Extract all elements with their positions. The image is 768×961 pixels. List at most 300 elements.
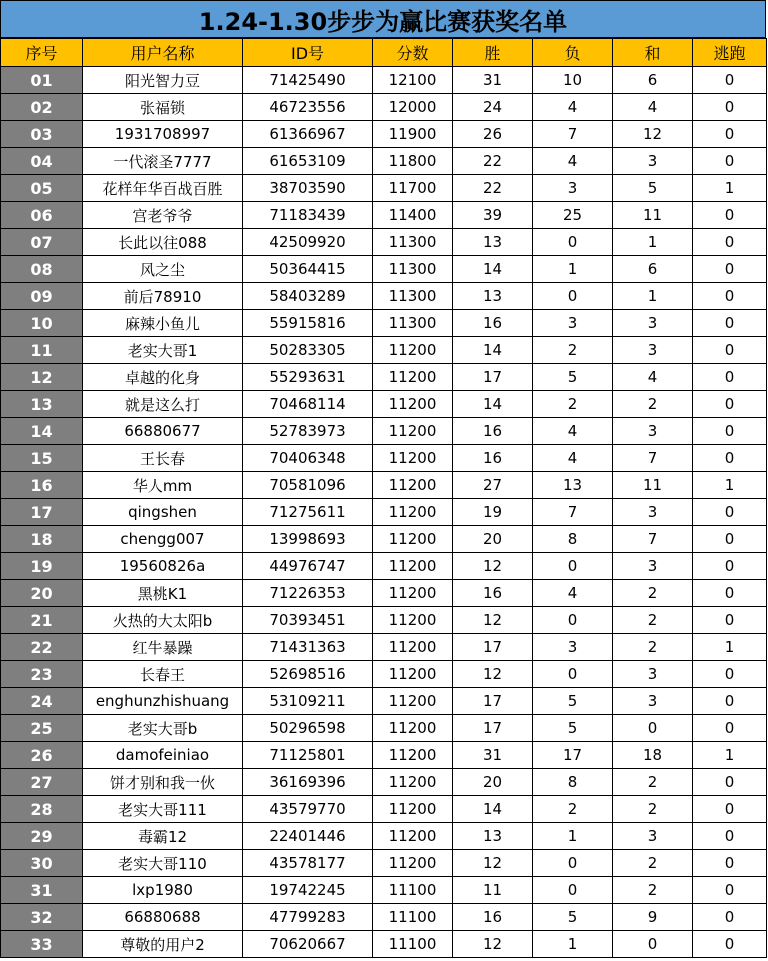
table-row: [1, 607, 767, 634]
table-row: [1, 175, 767, 202]
cell-losses: 2: [533, 391, 613, 418]
cell-wins: 14: [453, 256, 533, 283]
cell-id: 47799283: [243, 904, 373, 931]
cell-wins: 11: [453, 877, 533, 904]
cell-wins: 20: [453, 769, 533, 796]
header-escapes: 逃跑: [693, 39, 767, 67]
cell-losses: 7: [533, 121, 613, 148]
table-row: [1, 715, 767, 742]
cell-losses: 8: [533, 526, 613, 553]
cell-username: qingshen: [83, 499, 243, 526]
table-row: [1, 769, 767, 796]
cell-losses: 0: [533, 607, 613, 634]
cell-losses: 13: [533, 472, 613, 499]
cell-wins: 17: [453, 634, 533, 661]
cell-losses: 0: [533, 877, 613, 904]
cell-draws: 12: [613, 121, 693, 148]
cell-wins: 24: [453, 94, 533, 121]
cell-username: 华人mm: [83, 472, 243, 499]
cell-index: 10: [1, 310, 83, 337]
cell-id: 58403289: [243, 283, 373, 310]
table-row: [1, 391, 767, 418]
cell-index: 05: [1, 175, 83, 202]
header-row: [1, 39, 767, 67]
cell-escapes: 0: [693, 769, 767, 796]
cell-wins: 16: [453, 904, 533, 931]
cell-score: 11700: [373, 175, 453, 202]
cell-wins: 12: [453, 931, 533, 958]
cell-losses: 4: [533, 94, 613, 121]
cell-index: 19: [1, 553, 83, 580]
cell-wins: 20: [453, 526, 533, 553]
table-row: [1, 661, 767, 688]
cell-wins: 13: [453, 229, 533, 256]
cell-username: 卓越的化身: [83, 364, 243, 391]
cell-draws: 5: [613, 175, 693, 202]
cell-index: 30: [1, 850, 83, 877]
table-row: [1, 823, 767, 850]
cell-id: 43579770: [243, 796, 373, 823]
table-row: [1, 634, 767, 661]
table-row: [1, 580, 767, 607]
table-row: [1, 94, 767, 121]
cell-id: 61366967: [243, 121, 373, 148]
cell-wins: 31: [453, 67, 533, 94]
cell-score: 11300: [373, 229, 453, 256]
cell-username: 1931708997: [83, 121, 243, 148]
cell-escapes: 0: [693, 445, 767, 472]
cell-wins: 31: [453, 742, 533, 769]
cell-losses: 10: [533, 67, 613, 94]
cell-id: 71431363: [243, 634, 373, 661]
cell-wins: 14: [453, 391, 533, 418]
cell-escapes: 1: [693, 634, 767, 661]
cell-score: 11200: [373, 553, 453, 580]
cell-score: 11200: [373, 418, 453, 445]
cell-wins: 12: [453, 850, 533, 877]
cell-draws: 7: [613, 526, 693, 553]
cell-draws: 6: [613, 256, 693, 283]
cell-username: 风之尘: [83, 256, 243, 283]
cell-wins: 27: [453, 472, 533, 499]
cell-index: 27: [1, 769, 83, 796]
cell-escapes: 1: [693, 742, 767, 769]
header-username: 用户名称: [83, 39, 243, 67]
cell-escapes: 0: [693, 229, 767, 256]
table-row: [1, 418, 767, 445]
cell-index: 31: [1, 877, 83, 904]
cell-wins: 12: [453, 607, 533, 634]
cell-score: 11200: [373, 499, 453, 526]
results-table: [0, 38, 767, 958]
cell-id: 71183439: [243, 202, 373, 229]
table-row: [1, 850, 767, 877]
cell-escapes: 0: [693, 499, 767, 526]
cell-losses: 0: [533, 283, 613, 310]
cell-escapes: 0: [693, 607, 767, 634]
cell-escapes: 0: [693, 94, 767, 121]
cell-escapes: 1: [693, 472, 767, 499]
cell-escapes: 0: [693, 904, 767, 931]
cell-losses: 7: [533, 499, 613, 526]
cell-score: 11200: [373, 823, 453, 850]
cell-index: 28: [1, 796, 83, 823]
cell-username: 王长春: [83, 445, 243, 472]
cell-draws: 3: [613, 418, 693, 445]
cell-index: 23: [1, 661, 83, 688]
cell-score: 11100: [373, 931, 453, 958]
cell-id: 19742245: [243, 877, 373, 904]
cell-wins: 19: [453, 499, 533, 526]
table-row: [1, 229, 767, 256]
cell-escapes: 0: [693, 661, 767, 688]
cell-escapes: 0: [693, 796, 767, 823]
cell-draws: 2: [613, 850, 693, 877]
cell-index: 22: [1, 634, 83, 661]
cell-score: 11200: [373, 526, 453, 553]
cell-score: 11200: [373, 445, 453, 472]
cell-draws: 4: [613, 364, 693, 391]
cell-username: lxp1980: [83, 877, 243, 904]
cell-id: 50296598: [243, 715, 373, 742]
cell-score: 11800: [373, 148, 453, 175]
cell-wins: 22: [453, 148, 533, 175]
cell-score: 11900: [373, 121, 453, 148]
cell-wins: 16: [453, 418, 533, 445]
cell-score: 11200: [373, 742, 453, 769]
cell-username: 19560826a: [83, 553, 243, 580]
cell-wins: 17: [453, 715, 533, 742]
cell-draws: 3: [613, 310, 693, 337]
cell-escapes: 0: [693, 202, 767, 229]
cell-losses: 5: [533, 904, 613, 931]
cell-escapes: 0: [693, 580, 767, 607]
cell-id: 46723556: [243, 94, 373, 121]
cell-losses: 8: [533, 769, 613, 796]
cell-id: 50283305: [243, 337, 373, 364]
cell-draws: 1: [613, 283, 693, 310]
cell-losses: 0: [533, 553, 613, 580]
cell-index: 26: [1, 742, 83, 769]
cell-id: 43578177: [243, 850, 373, 877]
header-losses: 负: [533, 39, 613, 67]
cell-escapes: 0: [693, 256, 767, 283]
cell-username: 火热的大太阳b: [83, 607, 243, 634]
cell-index: 07: [1, 229, 83, 256]
cell-index: 20: [1, 580, 83, 607]
cell-id: 38703590: [243, 175, 373, 202]
cell-losses: 5: [533, 688, 613, 715]
cell-username: 红牛暴躁: [83, 634, 243, 661]
table-row: [1, 499, 767, 526]
cell-draws: 2: [613, 796, 693, 823]
cell-index: 06: [1, 202, 83, 229]
cell-escapes: 0: [693, 688, 767, 715]
cell-escapes: 0: [693, 337, 767, 364]
cell-score: 11200: [373, 796, 453, 823]
cell-id: 70620667: [243, 931, 373, 958]
table-row: [1, 553, 767, 580]
table-row: [1, 904, 767, 931]
cell-score: 11200: [373, 661, 453, 688]
cell-score: 11200: [373, 850, 453, 877]
table-row: [1, 445, 767, 472]
cell-wins: 16: [453, 580, 533, 607]
cell-escapes: 0: [693, 850, 767, 877]
cell-losses: 17: [533, 742, 613, 769]
cell-index: 14: [1, 418, 83, 445]
cell-id: 70393451: [243, 607, 373, 634]
cell-losses: 4: [533, 418, 613, 445]
cell-username: damofeiniao: [83, 742, 243, 769]
cell-wins: 26: [453, 121, 533, 148]
header-index: 序号: [1, 39, 83, 67]
cell-escapes: 0: [693, 715, 767, 742]
cell-draws: 3: [613, 148, 693, 175]
cell-id: 70581096: [243, 472, 373, 499]
cell-draws: 2: [613, 634, 693, 661]
cell-score: 12000: [373, 94, 453, 121]
cell-losses: 0: [533, 850, 613, 877]
cell-index: 25: [1, 715, 83, 742]
cell-escapes: 0: [693, 148, 767, 175]
cell-draws: 3: [613, 823, 693, 850]
cell-escapes: 0: [693, 553, 767, 580]
cell-index: 12: [1, 364, 83, 391]
cell-id: 22401446: [243, 823, 373, 850]
cell-index: 24: [1, 688, 83, 715]
cell-wins: 16: [453, 445, 533, 472]
cell-username: 阳光智力豆: [83, 67, 243, 94]
cell-index: 03: [1, 121, 83, 148]
table-row: [1, 337, 767, 364]
cell-escapes: 0: [693, 931, 767, 958]
table-row: [1, 742, 767, 769]
cell-username: 老实大哥b: [83, 715, 243, 742]
cell-draws: 1: [613, 229, 693, 256]
cell-index: 15: [1, 445, 83, 472]
cell-id: 36169396: [243, 769, 373, 796]
cell-draws: 18: [613, 742, 693, 769]
cell-index: 17: [1, 499, 83, 526]
header-score: 分数: [373, 39, 453, 67]
header-draws: 和: [613, 39, 693, 67]
cell-score: 11400: [373, 202, 453, 229]
cell-score: 12100: [373, 67, 453, 94]
cell-score: 11200: [373, 607, 453, 634]
cell-losses: 2: [533, 796, 613, 823]
cell-escapes: 1: [693, 175, 767, 202]
cell-id: 71226353: [243, 580, 373, 607]
cell-wins: 17: [453, 364, 533, 391]
cell-draws: 4: [613, 94, 693, 121]
cell-draws: 2: [613, 877, 693, 904]
cell-username: 毒霸12: [83, 823, 243, 850]
cell-username: 尊敬的用户2: [83, 931, 243, 958]
cell-escapes: 0: [693, 121, 767, 148]
cell-index: 16: [1, 472, 83, 499]
cell-index: 29: [1, 823, 83, 850]
table-row: [1, 877, 767, 904]
cell-losses: 5: [533, 715, 613, 742]
table-row: [1, 472, 767, 499]
cell-losses: 1: [533, 823, 613, 850]
cell-index: 01: [1, 67, 83, 94]
cell-username: 就是这么打: [83, 391, 243, 418]
cell-draws: 11: [613, 202, 693, 229]
cell-id: 70406348: [243, 445, 373, 472]
cell-draws: 3: [613, 553, 693, 580]
cell-id: 13998693: [243, 526, 373, 553]
cell-losses: 2: [533, 337, 613, 364]
cell-username: chengg007: [83, 526, 243, 553]
cell-escapes: 0: [693, 310, 767, 337]
table-row: [1, 796, 767, 823]
cell-wins: 13: [453, 283, 533, 310]
cell-score: 11100: [373, 904, 453, 931]
cell-escapes: 0: [693, 283, 767, 310]
cell-wins: 12: [453, 553, 533, 580]
cell-wins: 12: [453, 661, 533, 688]
cell-id: 52783973: [243, 418, 373, 445]
cell-id: 50364415: [243, 256, 373, 283]
cell-draws: 0: [613, 715, 693, 742]
cell-score: 11200: [373, 364, 453, 391]
cell-username: 麻辣小鱼儿: [83, 310, 243, 337]
cell-draws: 3: [613, 499, 693, 526]
table-row: [1, 202, 767, 229]
cell-id: 44976747: [243, 553, 373, 580]
sheet-title: 1.24-1.30步步为赢比赛获奖名单: [0, 0, 766, 38]
cell-username: 长此以往088: [83, 229, 243, 256]
cell-username: 老实大哥110: [83, 850, 243, 877]
cell-wins: 14: [453, 337, 533, 364]
cell-losses: 1: [533, 256, 613, 283]
cell-losses: 4: [533, 580, 613, 607]
cell-id: 71275611: [243, 499, 373, 526]
cell-draws: 2: [613, 607, 693, 634]
cell-username: 长春王: [83, 661, 243, 688]
cell-index: 02: [1, 94, 83, 121]
table-row: [1, 148, 767, 175]
cell-id: 52698516: [243, 661, 373, 688]
cell-losses: 0: [533, 661, 613, 688]
cell-draws: 3: [613, 688, 693, 715]
table-row: [1, 931, 767, 958]
cell-username: 老实大哥1: [83, 337, 243, 364]
table-body: [1, 67, 767, 958]
cell-id: 55915816: [243, 310, 373, 337]
cell-id: 53109211: [243, 688, 373, 715]
cell-score: 11300: [373, 256, 453, 283]
cell-index: 11: [1, 337, 83, 364]
cell-losses: 3: [533, 310, 613, 337]
table-row: [1, 688, 767, 715]
cell-escapes: 0: [693, 823, 767, 850]
cell-draws: 3: [613, 337, 693, 364]
cell-username: 老实大哥111: [83, 796, 243, 823]
cell-losses: 1: [533, 931, 613, 958]
cell-username: 66880688: [83, 904, 243, 931]
cell-wins: 14: [453, 796, 533, 823]
cell-index: 32: [1, 904, 83, 931]
cell-username: 66880677: [83, 418, 243, 445]
cell-draws: 11: [613, 472, 693, 499]
cell-id: 42509920: [243, 229, 373, 256]
cell-losses: 3: [533, 175, 613, 202]
cell-index: 21: [1, 607, 83, 634]
cell-draws: 6: [613, 67, 693, 94]
cell-draws: 7: [613, 445, 693, 472]
cell-losses: 3: [533, 634, 613, 661]
cell-escapes: 0: [693, 67, 767, 94]
table-row: [1, 121, 767, 148]
cell-index: 08: [1, 256, 83, 283]
cell-escapes: 0: [693, 526, 767, 553]
cell-index: 09: [1, 283, 83, 310]
cell-username: 花样年华百战百胜: [83, 175, 243, 202]
cell-wins: 22: [453, 175, 533, 202]
cell-escapes: 0: [693, 418, 767, 445]
cell-draws: 9: [613, 904, 693, 931]
cell-draws: 0: [613, 931, 693, 958]
table-row: [1, 310, 767, 337]
cell-username: 张福锁: [83, 94, 243, 121]
cell-index: 18: [1, 526, 83, 553]
table-row: [1, 283, 767, 310]
table-row: [1, 526, 767, 553]
cell-losses: 25: [533, 202, 613, 229]
cell-username: 宫老爷爷: [83, 202, 243, 229]
cell-escapes: 0: [693, 364, 767, 391]
cell-losses: 0: [533, 229, 613, 256]
cell-index: 04: [1, 148, 83, 175]
cell-wins: 39: [453, 202, 533, 229]
cell-losses: 4: [533, 445, 613, 472]
cell-score: 11200: [373, 688, 453, 715]
header-wins: 胜: [453, 39, 533, 67]
cell-score: 11200: [373, 769, 453, 796]
cell-score: 11200: [373, 580, 453, 607]
cell-draws: 2: [613, 391, 693, 418]
cell-draws: 3: [613, 661, 693, 688]
cell-score: 11300: [373, 310, 453, 337]
cell-id: 61653109: [243, 148, 373, 175]
cell-draws: 2: [613, 769, 693, 796]
cell-losses: 5: [533, 364, 613, 391]
cell-score: 11200: [373, 715, 453, 742]
table-row: [1, 67, 767, 94]
cell-score: 11200: [373, 337, 453, 364]
cell-score: 11200: [373, 391, 453, 418]
cell-username: 一代滚圣7777: [83, 148, 243, 175]
table-row: [1, 256, 767, 283]
cell-escapes: 0: [693, 877, 767, 904]
cell-score: 11200: [373, 472, 453, 499]
cell-draws: 2: [613, 580, 693, 607]
cell-index: 13: [1, 391, 83, 418]
cell-id: 71425490: [243, 67, 373, 94]
cell-username: 黑桃K1: [83, 580, 243, 607]
cell-score: 11300: [373, 283, 453, 310]
table-row: [1, 364, 767, 391]
cell-username: 前后78910: [83, 283, 243, 310]
cell-username: 饼才别和我一伙: [83, 769, 243, 796]
cell-id: 71125801: [243, 742, 373, 769]
cell-score: 11200: [373, 634, 453, 661]
cell-wins: 13: [453, 823, 533, 850]
cell-wins: 17: [453, 688, 533, 715]
